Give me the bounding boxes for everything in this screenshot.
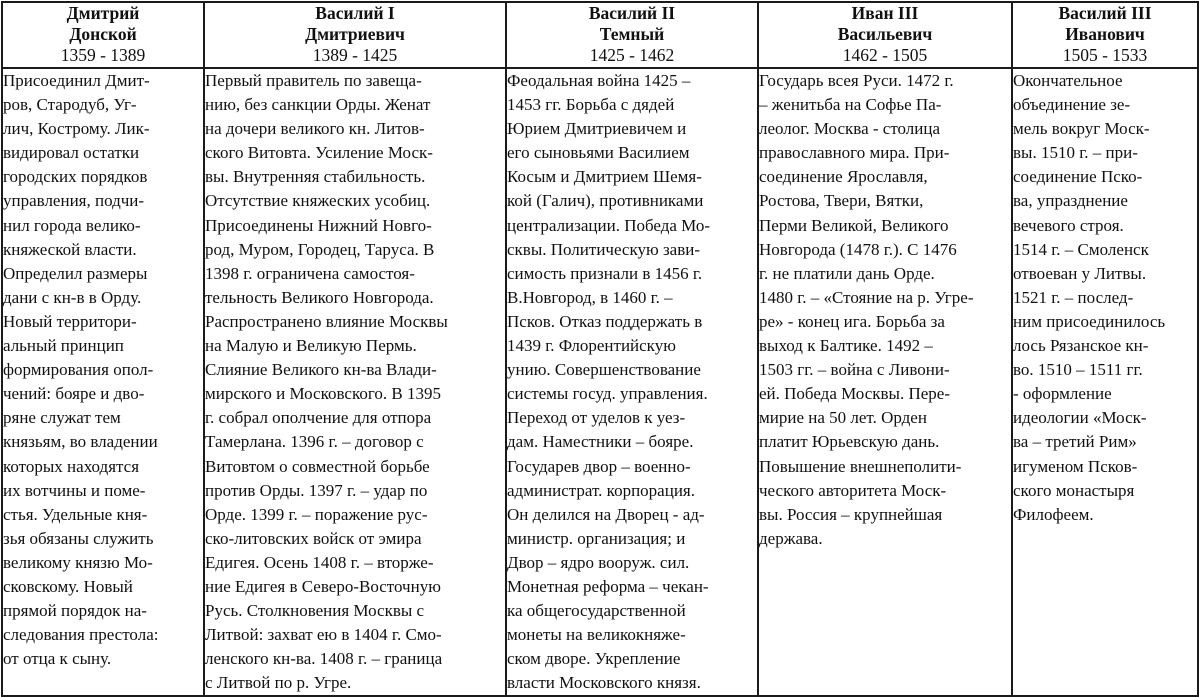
text-line: Окончательное: [1013, 71, 1123, 90]
text-line: Двор – ядро вооруж. сил.: [507, 552, 690, 572]
ruler-dates: 1425 - 1462: [589, 45, 675, 65]
text-line: ва, упразднение: [1013, 191, 1128, 211]
text-line: ряне служат тем: [3, 408, 121, 428]
text-line: лось Рязанское кн-: [1013, 336, 1149, 356]
text-line: ленского кн-ва. 1408 г. – граница: [205, 649, 443, 669]
text-line: Феодальная война 1425 –: [507, 71, 691, 90]
text-line: мирского и Московского. В 1395: [205, 384, 442, 404]
header-cell-vasily-3: [1012, 2, 1198, 68]
text-line: Филофеем.: [1013, 504, 1094, 524]
text-line: Присоединены Нижний Новго-: [205, 215, 432, 235]
ruler-name-line: Темный: [599, 24, 665, 44]
text-line: 1521 г. – послед-: [1013, 287, 1134, 307]
text-line: зья обязаны служить: [3, 528, 154, 548]
text-line: сквы. Политическую зави-: [507, 239, 700, 259]
text-line: ним присоединилось: [1013, 311, 1166, 331]
text-line: Псков. Отказ поддержать в: [507, 311, 703, 331]
text-line: лич, Кострому. Лик-: [3, 119, 150, 139]
ruler-name-line: Иван III: [851, 3, 919, 23]
text-line: 1398 г. ограничена самостоя-: [205, 263, 415, 283]
text-line: Присоединил Дмит-: [3, 71, 150, 90]
text-line: Косым и Дмитрием Шемя-: [507, 167, 702, 187]
text-line: против Орды. 1397 г. – удар по: [205, 480, 428, 500]
ruler-name-line: Василий I: [315, 3, 395, 23]
text-line: на Малую и Великую Пермь.: [205, 336, 417, 356]
body-cell-dmitry: [2, 68, 204, 696]
body-cell-ivan-3: [758, 68, 1012, 696]
text-line: Едигея. Осень 1408 г. – вторже-: [205, 552, 434, 572]
text-line: князьям, во владении: [3, 432, 158, 452]
text-line: чений: бояре и дво-: [3, 384, 145, 404]
text-line: г. собрал ополчение для отпора: [205, 408, 432, 428]
text-line: дам. Наместники – бояре.: [507, 432, 694, 452]
ruler-dates: 1389 - 1425: [312, 45, 398, 65]
text-line: кой (Галич), противниками: [507, 191, 704, 211]
text-line: Монетная реформа – чекан-: [507, 576, 709, 596]
text-line: 1514 г. – Смоленск: [1013, 239, 1149, 259]
text-line: идеологии «Моск-: [1013, 408, 1147, 428]
text-line: Ростова, Твери, Вятки,: [759, 191, 924, 211]
text-line: его сыновьями Василием: [507, 143, 690, 163]
ruler-name-line: Дмитрий: [66, 3, 140, 23]
text-line: ского монастыря: [1013, 480, 1135, 500]
text-line: 1480 г. – «Стояние на р. Угре-: [759, 287, 974, 307]
ruler-name-line: Иванович: [1065, 24, 1145, 44]
text-line: Повышение внешнеполити-: [759, 456, 962, 476]
text-line: Государь всея Руси. 1472 г.: [759, 71, 954, 90]
text-line: ском дворе. Укрепление: [507, 649, 681, 669]
text-line: монеты на великокняже-: [507, 625, 686, 645]
text-line: 1453 гг. Борьба с дядей: [507, 95, 675, 115]
text-line: Первый правитель по завеща-: [205, 71, 422, 90]
text-line: альный принцип: [3, 336, 124, 356]
text-line: следования престола:: [3, 625, 159, 645]
text-line: прямой порядок на-: [3, 601, 147, 621]
ruler-name-line: Донской: [69, 24, 137, 44]
text-line: вы. 1510 г. – при-: [1013, 143, 1138, 163]
text-line: Юрием Дмитриевичем и: [507, 119, 687, 139]
text-line: – женитьба на Софье Па-: [759, 95, 942, 115]
text-line: Новый территори-: [3, 311, 137, 331]
text-line: ей. Победа Москвы. Пере-: [759, 384, 951, 404]
text-line: мирие на 50 лет. Орден: [759, 408, 927, 428]
header-cell-ivan-3: [758, 2, 1012, 68]
text-line: В.Новгород, в 1460 г. –: [507, 287, 673, 307]
text-line: отвоеван у Литвы.: [1013, 263, 1147, 283]
text-line: Тамерлана. 1396 г. – договор с: [205, 432, 424, 452]
text-line: которых находятся: [3, 456, 140, 476]
text-line: Орде. 1399 г. – поражение рус-: [205, 504, 428, 524]
text-line: ческого авторитета Моск-: [759, 480, 947, 500]
text-line: видировал остатки: [3, 143, 140, 163]
text-line: на дочери великого кн. Литов-: [205, 119, 425, 139]
text-line: тельность Великого Новгорода.: [205, 287, 434, 307]
body-cell-vasily-1: [204, 68, 506, 696]
text-line: стья. Удельные кня-: [3, 504, 148, 524]
text-line: нию, без санкции Орды. Женат: [205, 95, 431, 115]
text-line: нил города велико-: [3, 215, 141, 235]
text-line: род, Муром, Городец, Таруса. В: [205, 239, 435, 259]
text-line: Перми Великой, Великого: [759, 215, 949, 235]
text-line: унию. Совершенствование: [507, 360, 701, 380]
text-line: Определил размеры: [3, 263, 148, 283]
text-line: вы. Россия – крупнейшая: [759, 504, 943, 524]
text-line: Распространено влияние Москвы: [205, 311, 448, 331]
text-line: с Литвой по р. Угре.: [205, 673, 352, 693]
text-line: формирования опол-: [3, 360, 154, 380]
text-line: ка общегосударственной: [507, 601, 686, 621]
text-line: 1439 г. Флорентийскую: [507, 336, 676, 356]
text-line: ние Едигея в Северо-Восточную: [205, 576, 441, 596]
ruler-name-line: Василий II: [588, 3, 676, 23]
text-line: их вотчины и поме-: [3, 480, 146, 500]
body-cell-vasily-3: [1012, 68, 1198, 696]
text-line: во. 1510 – 1511 гг.: [1013, 360, 1143, 380]
text-line: от отца к сыну.: [3, 649, 112, 669]
text-line: - оформление: [1013, 384, 1112, 404]
text-line: министр. организация; и: [507, 528, 686, 548]
text-line: сковскому. Новый: [3, 576, 133, 596]
body-row: [2, 68, 1198, 696]
text-line: централизации. Победа Мо-: [507, 215, 711, 235]
text-line: Слияние Великого кн-ва Влади-: [205, 360, 437, 380]
text-line: 1503 гг. – война с Ливони-: [759, 360, 950, 380]
text-line: Переход от уделов к уез-: [507, 408, 686, 428]
text-line: держава.: [759, 528, 823, 548]
text-line: Литвой: захват ею в 1404 г. Смо-: [205, 625, 442, 645]
text-line: княжеской власти.: [3, 239, 137, 259]
text-line: православного мира. При-: [759, 143, 950, 163]
ruler-dates: 1505 - 1533: [1062, 45, 1148, 65]
text-line: Новгорода (1478 г.). С 1476: [759, 239, 957, 259]
ruler-dates: 1359 - 1389: [60, 45, 146, 65]
text-line: симость признали в 1456 г.: [507, 263, 703, 283]
header-row: [2, 2, 1198, 68]
text-line: великому князю Мо-: [3, 552, 153, 572]
text-line: выход к Балтике. 1492 –: [759, 336, 933, 356]
text-line: системы госуд. управления.: [507, 384, 708, 404]
text-line: соединение Ярославля,: [759, 167, 928, 187]
text-line: ре» - конец ига. Борьба за: [759, 311, 945, 331]
header-cell-vasily-2: [506, 2, 758, 68]
text-line: г. не платили дань Орде.: [759, 263, 935, 283]
text-line: Он делился на Дворец - ад-: [507, 504, 705, 524]
rulers-table: [1, 1, 1199, 697]
text-line: соединение Пско-: [1013, 167, 1143, 187]
text-line: городских порядков: [3, 167, 148, 187]
ruler-name-line: Василий III: [1058, 3, 1152, 23]
text-line: ского Витовта. Усиление Моск-: [205, 143, 433, 163]
text-line: дани с кн-в в Орду.: [3, 287, 142, 307]
text-line: игуменом Псков-: [1013, 456, 1138, 476]
text-line: мель вокруг Моск-: [1013, 119, 1150, 139]
ruler-dates: 1462 - 1505: [842, 45, 928, 65]
text-line: управления, подчи-: [3, 191, 145, 211]
header-cell-dmitry: [2, 2, 204, 68]
text-line: вы. Внутренняя стабильность.: [205, 167, 426, 187]
text-line: леолог. Москва - столица: [759, 119, 941, 139]
text-line: администрат. корпорация.: [507, 480, 695, 500]
text-line: объединение зе-: [1013, 95, 1131, 115]
text-line: Государев двор – военно-: [507, 456, 691, 476]
text-line: ва – третий Рим»: [1013, 432, 1137, 452]
text-line: Отсутствие княжеских усобиц.: [205, 191, 431, 211]
text-line: Русь. Столкновения Москвы с: [205, 601, 425, 621]
header-cell-vasily-1: [204, 2, 506, 68]
text-line: власти Московского князя.: [507, 673, 701, 693]
text-line: ров, Стародуб, Уг-: [3, 95, 137, 115]
ruler-name-line: Васильевич: [837, 24, 933, 44]
ruler-name-line: Дмитриевич: [305, 24, 405, 44]
body-cell-vasily-2: [506, 68, 758, 696]
text-line: ско-литовских войск от эмира: [205, 528, 422, 548]
text-line: вечевого строя.: [1013, 215, 1124, 235]
text-line: Витовтом о совместной борьбе: [205, 456, 430, 476]
text-line: платит Юрьевскую дань.: [759, 432, 940, 452]
